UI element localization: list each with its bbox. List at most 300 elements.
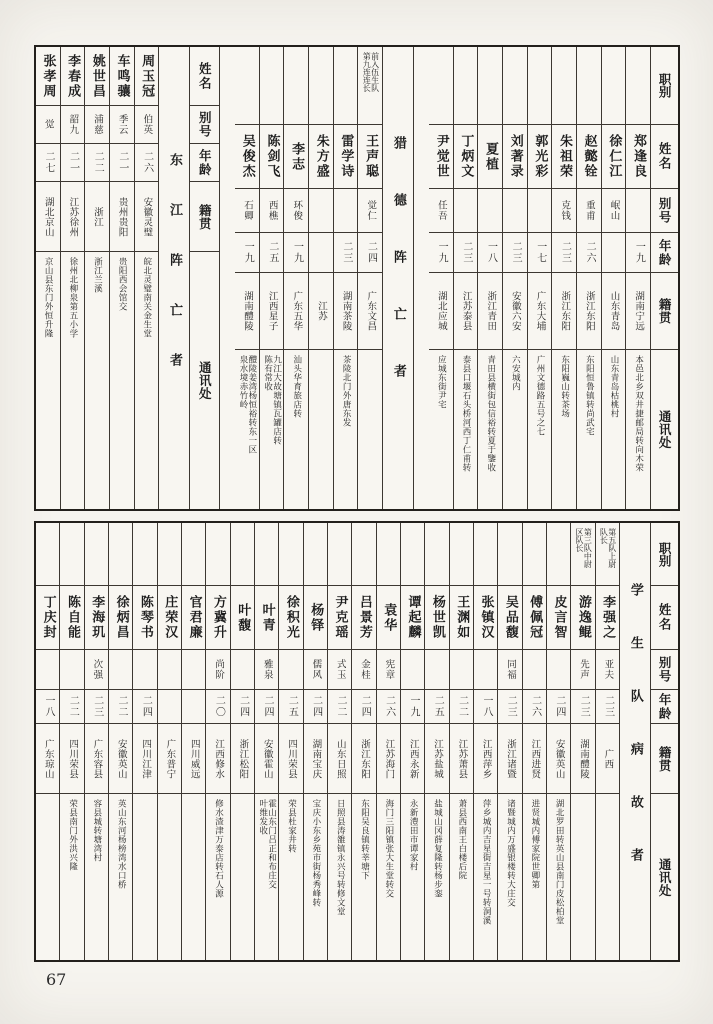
cell-name <box>110 47 134 105</box>
cell-age-text: 二五 <box>286 695 298 718</box>
cell-position-text: 队长 <box>599 528 609 544</box>
cell-name-text: 刘著录 <box>507 134 523 179</box>
cell-alias <box>158 649 181 689</box>
roster-column <box>308 47 333 509</box>
cell-name <box>626 124 650 188</box>
cell-origin-text: 湖南宁远 <box>633 291 645 331</box>
cell-address-text: 东阳巍山转茶场 <box>559 355 570 418</box>
roster-column <box>473 523 497 960</box>
cell-alias-text: 亚夫 <box>602 659 614 680</box>
cell-alias-text: 雅泉 <box>261 659 273 680</box>
cell-alias-text: 式玉 <box>334 659 346 680</box>
cell-address-text: 修水渣津万泰店转石人源 <box>213 799 224 898</box>
header-zhibie: 职别 <box>657 541 673 567</box>
cell-age-text: 二二 <box>334 695 346 718</box>
cell-origin <box>429 272 453 349</box>
cell-origin-text: 江西进贤 <box>529 738 541 779</box>
cell-position <box>235 47 259 124</box>
cell-address <box>231 793 254 960</box>
cell-name <box>328 585 351 649</box>
cell-age-text: 二六 <box>141 151 153 174</box>
cell-alias-text: 儒风 <box>310 659 322 680</box>
cell-name-text: 叶青 <box>259 602 275 633</box>
cell-alias-text: 次强 <box>91 659 103 680</box>
roster-column <box>254 523 278 960</box>
cell-origin <box>602 272 626 349</box>
cell-address-text: 湖北罗田转英山县南门皮松柏堂 <box>554 799 565 925</box>
cell-origin <box>328 723 351 793</box>
cell-origin-text: 四川荣县 <box>67 738 79 779</box>
cell-age-text: 一八 <box>480 695 492 718</box>
cell-age <box>454 232 478 272</box>
roster-column <box>235 47 259 509</box>
cell-name <box>36 585 59 649</box>
header-address: 通讯处 <box>190 251 219 509</box>
cell-address-text: 荣县杜家井转 <box>286 799 297 853</box>
cell-name <box>133 585 156 649</box>
cell-name-text: 袁华 <box>381 602 397 633</box>
cell-age-text: 二六 <box>383 695 395 718</box>
field-header-column-2 <box>189 47 219 509</box>
cell-address <box>596 793 619 960</box>
cell-alias <box>474 649 497 689</box>
cell-address-text: 诸暨城内万盛银楼转大庄交 <box>505 799 516 907</box>
cell-origin-text: 湖北京山 <box>42 196 54 237</box>
cell-age <box>135 143 159 181</box>
cell-position <box>474 523 497 585</box>
cell-position <box>602 47 626 124</box>
cell-age <box>309 232 333 272</box>
cell-origin-text: 江苏泰县 <box>460 291 472 331</box>
cell-age <box>377 689 400 723</box>
cell-address-text: 六安城内 <box>510 355 521 391</box>
roster-column <box>429 47 453 509</box>
roster-column <box>449 523 473 960</box>
cell-address-text: 海门三阳镇张大生堂转交 <box>383 799 394 898</box>
cell-age <box>626 232 650 272</box>
cell-origin <box>425 723 448 793</box>
cell-address-text: 东阳恒鲁镇转尚武宅 <box>584 355 595 436</box>
roster-column <box>181 523 205 960</box>
cell-address <box>279 793 302 960</box>
cell-position <box>358 47 382 124</box>
roster-column <box>502 47 527 509</box>
cell-origin <box>206 723 229 793</box>
cell-name-text: 吴俊杰 <box>239 134 255 179</box>
cell-position <box>279 523 302 585</box>
cell-name-text: 雷学诗 <box>338 134 354 179</box>
cell-origin-text: 江西修水 <box>213 738 225 779</box>
cell-position <box>60 523 83 585</box>
cell-address <box>626 349 650 509</box>
cell-address <box>577 349 601 509</box>
cell-address-text: 皖北灵璧南关金生堂 <box>141 257 152 338</box>
cell-alias <box>60 649 83 689</box>
bottom-roster-table <box>34 521 680 962</box>
cell-name <box>358 124 382 188</box>
cell-alias <box>110 105 134 143</box>
cell-name <box>377 585 400 649</box>
cell-address <box>304 793 327 960</box>
cell-age <box>571 689 594 723</box>
cell-address <box>85 793 108 960</box>
cell-position <box>231 523 254 585</box>
cell-name <box>61 47 85 105</box>
cell-age <box>109 689 132 723</box>
cell-age <box>158 689 181 723</box>
cell-name-text: 郭光彩 <box>532 134 548 179</box>
cell-address-text: 英山东河杨榜湾水口桥 <box>116 799 127 889</box>
cell-alias <box>571 649 594 689</box>
cell-address-text: 广州文德路五号之七 <box>535 355 545 436</box>
roster-column <box>351 523 375 960</box>
cell-address-text: 醴陵姜湾杨恒裕转东一区 <box>246 355 257 454</box>
header-alias: 别号 <box>651 649 678 689</box>
cell-position <box>85 523 108 585</box>
cell-alias <box>454 188 478 232</box>
cell-age <box>523 689 546 723</box>
cell-alias <box>255 649 278 689</box>
cell-name-text: 谭起麟 <box>405 595 421 640</box>
cell-address-text: 萍乡城内吉星街吉星一号转洞溪 <box>481 799 492 925</box>
cell-address <box>528 349 552 509</box>
header-origin: 籍贯 <box>190 181 219 251</box>
cell-alias-text: 浦慈 <box>92 114 103 135</box>
cell-age <box>450 689 473 723</box>
cell-name-text: 庄荣汉 <box>162 595 178 640</box>
cell-origin-text: 四川荣县 <box>286 738 298 779</box>
cell-name-text: 郑逢良 <box>630 134 646 179</box>
cell-address <box>133 793 156 960</box>
roster-column <box>576 47 601 509</box>
cell-name <box>135 47 159 105</box>
cell-name-text: 尹觉世 <box>433 134 449 179</box>
cell-position <box>284 47 308 124</box>
cell-address <box>425 793 448 960</box>
cell-origin-text: 贵州贵阳 <box>116 196 128 237</box>
cell-age <box>255 689 278 723</box>
cell-name <box>478 124 502 188</box>
header-name: 姓名 <box>197 61 213 91</box>
cell-address <box>61 251 85 509</box>
cell-address-text: 陈有常收 <box>262 355 273 391</box>
cell-age-text: 一九 <box>291 241 303 264</box>
cell-position-text: 第五队上尉 <box>607 528 617 568</box>
cell-age-text: 二四 <box>140 695 152 718</box>
cell-origin-text: 浙江东阳 <box>583 291 595 331</box>
cell-origin-text: 广东大埔 <box>534 291 546 331</box>
cell-age-text: 二〇 <box>213 695 225 718</box>
cell-name-text: 叶馥 <box>235 602 251 633</box>
cell-origin <box>158 723 181 793</box>
header-name: 姓名 <box>651 124 678 188</box>
cell-address-text: 青田县横街包信裕转夏于鑒收 <box>485 355 496 472</box>
cell-position-text: 第九连连长 <box>362 52 372 92</box>
cell-address-text: 叶维发收 <box>257 799 268 835</box>
cell-alias-text: 觉仁 <box>365 200 377 221</box>
cell-origin <box>110 181 134 251</box>
section-label-liede <box>382 47 413 509</box>
cell-name <box>425 585 448 649</box>
cell-name <box>552 124 576 188</box>
cell-name <box>334 124 358 188</box>
cell-age-text: 二四 <box>359 695 371 718</box>
cell-alias <box>85 105 109 143</box>
cell-origin <box>135 181 159 251</box>
header-address: 通讯处 <box>651 793 678 960</box>
cell-origin-text: 湖南醴陵 <box>577 738 589 779</box>
cell-age-text: 二二 <box>116 695 128 718</box>
cell-origin-text: 湖北应城 <box>435 291 447 331</box>
cell-name-text: 吴品馥 <box>502 595 518 640</box>
cell-name <box>401 585 424 649</box>
cell-origin-text: 安徽霍山 <box>261 738 273 779</box>
roster-column <box>60 47 85 509</box>
cell-address <box>401 793 424 960</box>
cell-address-text: 永新澧田市谭家村 <box>408 799 419 871</box>
section-label-text: 东江阵亡者 <box>166 153 182 403</box>
roster-column <box>595 523 619 960</box>
cell-origin <box>571 723 594 793</box>
cell-name <box>284 124 308 188</box>
cell-name-text: 陈自能 <box>64 595 80 640</box>
cell-address <box>352 793 375 960</box>
cell-age <box>231 689 254 723</box>
cell-origin-text: 广东文昌 <box>365 291 377 331</box>
header-address: 通讯处 <box>651 349 678 509</box>
cell-name <box>260 124 284 188</box>
cell-address <box>377 793 400 960</box>
cell-origin-text: 江苏海门 <box>383 738 395 779</box>
cell-alias <box>401 649 424 689</box>
cell-position <box>523 523 546 585</box>
cell-name-text: 徐炳昌 <box>113 595 129 640</box>
cell-origin <box>478 272 502 349</box>
cell-origin-text: 江苏萧县 <box>456 738 468 779</box>
cell-position <box>425 523 448 585</box>
cell-origin <box>36 181 60 251</box>
cell-alias <box>358 188 382 232</box>
roster-column <box>134 47 159 509</box>
cell-origin-text: 江苏盐城 <box>432 738 444 779</box>
cell-name-text: 王渊如 <box>454 595 470 640</box>
header-age: 年龄 <box>651 232 678 272</box>
cell-name-text: 周玉冠 <box>139 53 155 99</box>
cell-name-text: 官君廉 <box>186 595 202 640</box>
roster-column <box>424 523 448 960</box>
cell-age-text: 一九 <box>242 241 254 264</box>
cell-alias <box>109 649 132 689</box>
cell-age <box>547 689 570 723</box>
spacer-column <box>219 47 235 509</box>
roster-column <box>259 47 284 509</box>
cell-age <box>602 232 626 272</box>
cell-position-text: 区队长 <box>575 528 584 552</box>
cell-position <box>401 523 424 585</box>
cell-address-text: 荣县南门外洪兴隆 <box>67 799 78 871</box>
cell-age <box>478 232 502 272</box>
cell-origin <box>503 272 527 349</box>
cell-position <box>547 523 570 585</box>
cell-name-text: 丁庆封 <box>40 595 56 640</box>
cell-alias-text: 韶九 <box>67 114 79 135</box>
cell-name <box>255 585 278 649</box>
cell-name <box>523 585 546 649</box>
cell-age <box>36 143 60 181</box>
cell-origin <box>358 272 382 349</box>
header-age: 年龄 <box>190 143 219 181</box>
cell-alias <box>36 649 59 689</box>
cell-name-text: 陈琴书 <box>137 595 153 640</box>
cell-name-text: 李强之 <box>600 595 616 640</box>
cell-position-text: 第三队中尉 <box>583 528 593 568</box>
cell-name-text: 游逸鲲 <box>575 595 591 640</box>
cell-alias-text: 同福 <box>505 659 516 680</box>
cell-position <box>571 523 594 585</box>
cell-alias <box>284 188 308 232</box>
cell-alias-text: 任吾 <box>435 200 447 221</box>
cell-age <box>498 689 521 723</box>
cell-name-text: 陈剑飞 <box>264 134 280 179</box>
cell-age <box>61 143 85 181</box>
cell-position <box>334 47 358 124</box>
cell-alias <box>309 188 333 232</box>
roster-column <box>625 47 650 509</box>
section-label-sick-deceased <box>619 523 650 960</box>
cell-name-text: 吕景芳 <box>356 595 372 640</box>
cell-origin <box>552 272 576 349</box>
cell-origin <box>61 181 85 251</box>
cell-position <box>36 523 59 585</box>
cell-origin-text: 江西萍乡 <box>480 738 492 779</box>
roster-column <box>205 523 229 960</box>
cell-name <box>596 585 619 649</box>
cell-origin-text: 浙江青田 <box>485 291 497 331</box>
cell-alias <box>352 649 375 689</box>
cell-alias <box>328 649 351 689</box>
cell-position <box>206 523 229 585</box>
cell-name <box>547 585 570 649</box>
cell-age-text: 二三 <box>340 241 352 264</box>
cell-age <box>60 689 83 723</box>
cell-name <box>85 585 108 649</box>
cell-age-text: 二七 <box>42 151 54 174</box>
cell-name-text: 车鸣骧 <box>114 53 130 99</box>
cell-name <box>429 124 453 188</box>
cell-origin <box>523 723 546 793</box>
cell-alias <box>231 649 254 689</box>
cell-origin <box>109 723 132 793</box>
cell-alias-text: 重甫 <box>583 200 595 221</box>
cell-origin-text: 广东琼山 <box>42 738 54 779</box>
cell-address <box>60 793 83 960</box>
cell-position-text: 前入伍生队 <box>370 52 380 92</box>
cell-position <box>255 523 278 585</box>
cell-name-text: 傅佩冠 <box>527 595 543 640</box>
cell-age <box>334 232 358 272</box>
cell-address-text: 泰县口堰石头桥河西丁仁甫转 <box>461 355 472 472</box>
cell-alias-text: 环俊 <box>291 200 303 221</box>
cell-age <box>352 689 375 723</box>
cell-name <box>528 124 552 188</box>
cell-age-text: 二三 <box>510 241 522 264</box>
cell-age <box>85 689 108 723</box>
cell-origin <box>547 723 570 793</box>
cell-age-text: 二五 <box>432 695 444 718</box>
cell-origin <box>85 723 108 793</box>
cell-address-text: 贵阳西会馆交 <box>117 257 128 311</box>
cell-age <box>552 232 576 272</box>
cell-alias <box>85 649 108 689</box>
cell-name <box>304 585 327 649</box>
cell-address-text: 日照县涛雒镇永兴号转修文堂 <box>335 799 346 916</box>
roster-column <box>477 47 502 509</box>
cell-address <box>36 793 59 960</box>
cell-address <box>135 251 159 509</box>
cell-position <box>377 523 400 585</box>
cell-age <box>279 689 302 723</box>
cell-age <box>503 232 527 272</box>
cell-position <box>454 47 478 124</box>
cell-position <box>503 47 527 124</box>
header-alias: 别号 <box>651 188 678 232</box>
roster-column <box>108 523 132 960</box>
top-roster-table <box>34 45 680 511</box>
cell-name-text: 徐仁江 <box>606 134 622 179</box>
cell-origin <box>626 272 650 349</box>
cell-alias <box>135 105 159 143</box>
roster-column <box>132 523 156 960</box>
cell-origin <box>352 723 375 793</box>
cell-origin <box>309 272 333 349</box>
cell-alias-text: 宪章 <box>383 659 395 680</box>
roster-column <box>522 523 546 960</box>
cell-position <box>260 47 284 124</box>
cell-age-text: 二五 <box>266 241 278 264</box>
cell-alias-text: 觉 <box>42 119 54 130</box>
cell-age <box>528 232 552 272</box>
cell-address-text: 汕头华育旅店转 <box>291 355 302 418</box>
roster-column <box>497 523 521 960</box>
cell-age-text: 二三 <box>505 695 517 718</box>
cell-address-text: 九江大故塘镇瓦罐店转 <box>271 355 282 445</box>
cell-age-text: 二二 <box>456 695 468 718</box>
roster-column <box>230 523 254 960</box>
cell-age <box>85 143 109 181</box>
cell-alias-text: 克钱 <box>559 200 571 221</box>
cell-name-text: 夏植 <box>483 141 499 172</box>
cell-age-text: 二一 <box>116 151 128 174</box>
cell-alias <box>503 188 527 232</box>
cell-age-text: 二四 <box>553 695 565 718</box>
cell-position <box>109 523 132 585</box>
cell-age-text: 二三 <box>91 695 103 718</box>
cell-name-text: 张孝周 <box>40 53 56 99</box>
roster-column <box>376 523 400 960</box>
cell-origin-text: 浙江松阳 <box>237 738 249 779</box>
cell-age <box>429 232 453 272</box>
cell-name <box>36 47 60 105</box>
cell-age <box>260 232 284 272</box>
cell-origin <box>133 723 156 793</box>
cell-origin <box>454 272 478 349</box>
cell-address-text: 山东青岛枯桃村 <box>608 355 619 418</box>
header-alias: 别号 <box>190 105 219 143</box>
cell-address <box>309 349 333 509</box>
roster-column <box>303 523 327 960</box>
cell-origin <box>60 723 83 793</box>
cell-age-text: 二四 <box>310 695 322 718</box>
